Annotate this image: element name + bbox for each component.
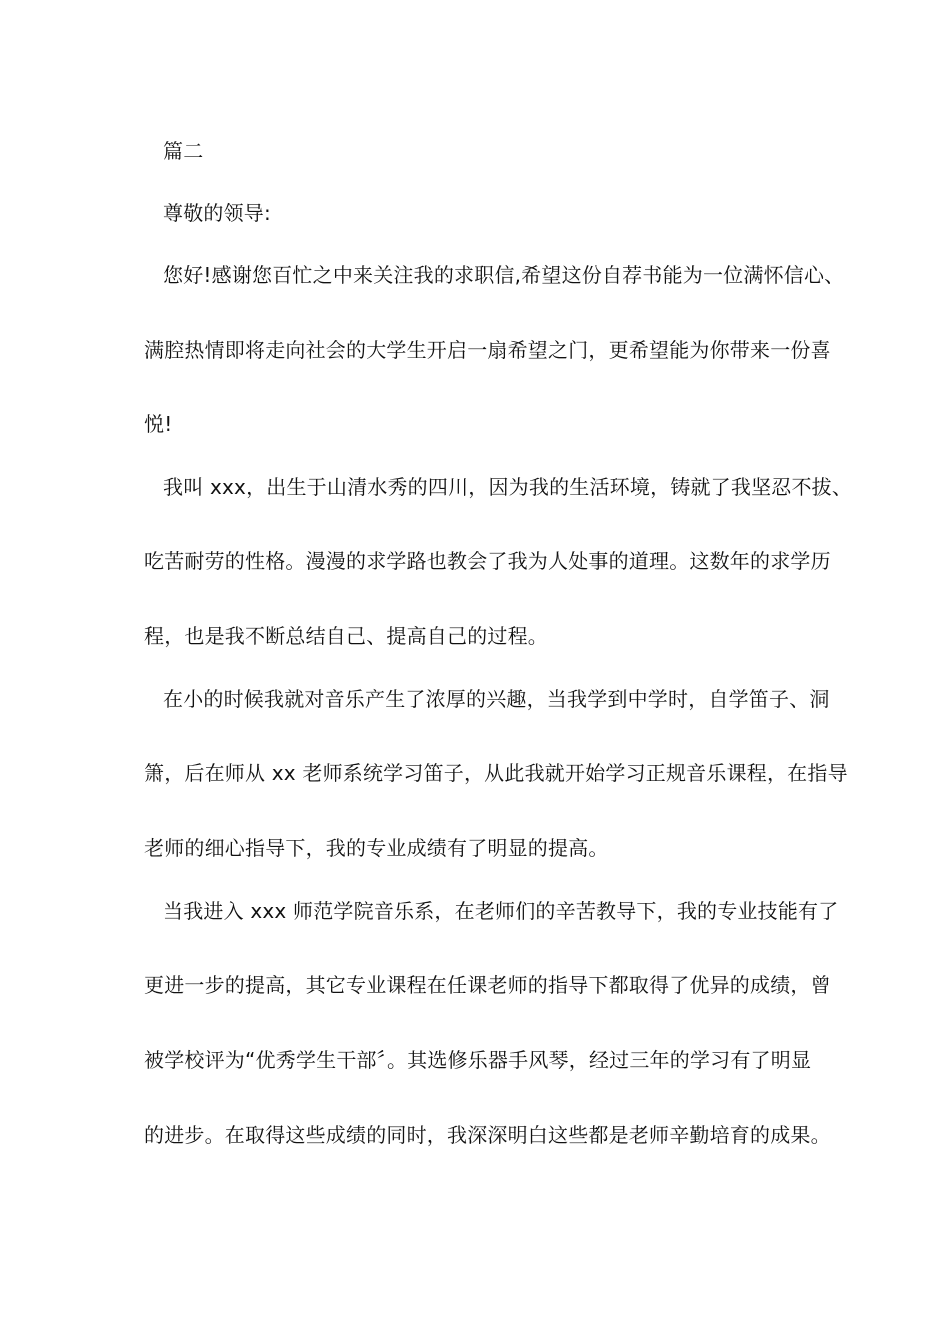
salutation: 尊敬的领导:	[163, 201, 271, 225]
paragraph-line: 老师的细心指导下，我的专业成绩有了明显的提高。	[144, 836, 609, 860]
paragraph-line: 箫，后在师从 xx 老师系统学习笛子，从此我就开始学习正规音乐课程，在指导	[144, 761, 848, 785]
section-heading: 篇二	[163, 139, 204, 163]
paragraph-line: 在小的时候我就对音乐产生了浓厚的兴趣，当我学到中学时，自学笛子、洞	[163, 687, 830, 711]
paragraph-line: 当我进入 xxx 师范学院音乐系，在老师们的辛苦教导下，我的专业技能有了	[163, 899, 839, 923]
paragraph-line: 的进步。在取得这些成绩的同时，我深深明白这些都是老师辛勤培育的成果。	[144, 1123, 831, 1147]
paragraph-line: 被学校评为“优秀学生干部〞。其选修乐器手风琴，经过三年的学习有了明显	[144, 1048, 812, 1072]
paragraph-line: 我叫 xxx，出生于山清水秀的四川，因为我的生活环境，铸就了我坚忍不拔、	[163, 475, 853, 499]
paragraph-line: 满腔热情即将走向社会的大学生开启一扇希望之门，更希望能为你带来一份喜	[144, 338, 831, 362]
paragraph-line: 更进一步的提高，其它专业课程在任课老师的指导下都取得了优异的成绩，曾	[144, 973, 831, 997]
paragraph-line: 悦!	[144, 412, 173, 436]
paragraph-line: 吃苦耐劳的性格。漫漫的求学路也教会了我为人处事的道理。这数年的求学历	[144, 549, 831, 573]
paragraph-line: 程，也是我不断总结自己、提高自己的过程。	[144, 624, 548, 648]
paragraph-line: 您好!感谢您百忙之中来关注我的求职信,希望这份自荐书能为一位满怀信心、	[163, 263, 845, 287]
